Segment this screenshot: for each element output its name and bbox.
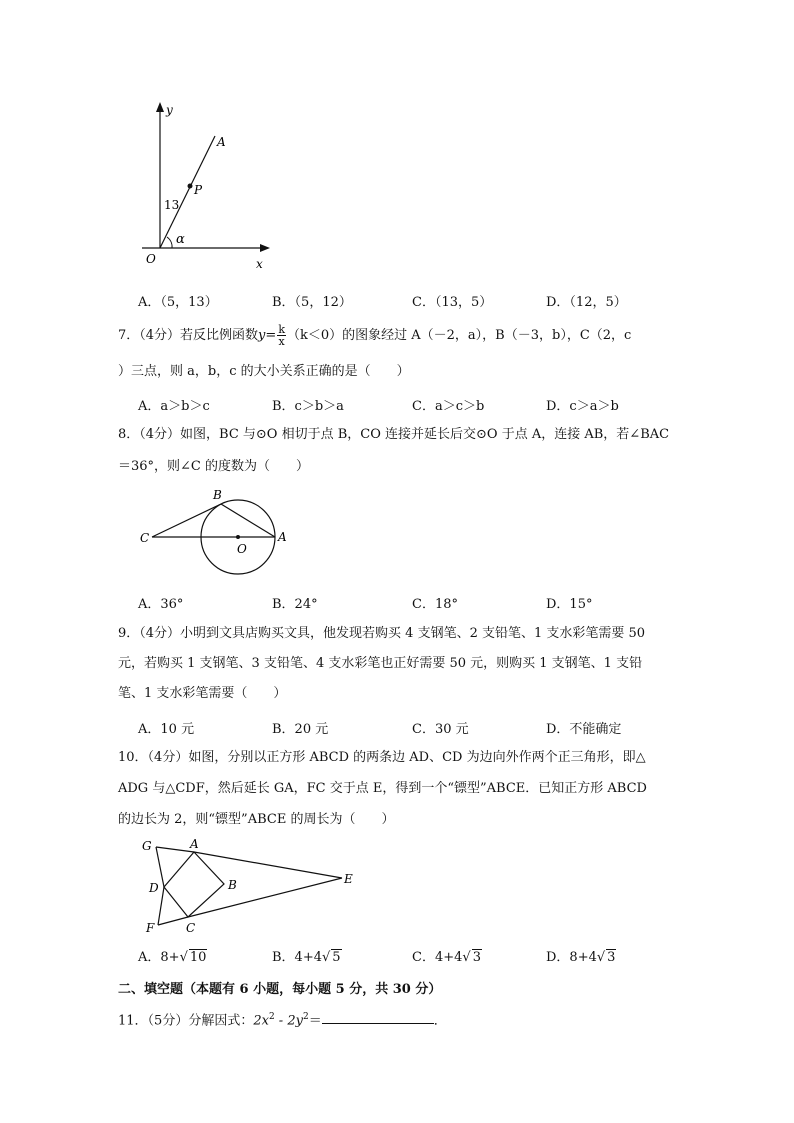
fig1-x-label: x bbox=[256, 257, 263, 271]
fig10-b-label: B bbox=[228, 878, 237, 892]
q11-expr-b: - 2y bbox=[274, 1013, 303, 1029]
q11-sup1: 2 bbox=[268, 1012, 275, 1022]
q8-stem-line2: ＝36°，则∠C 的度数为（ ） bbox=[118, 459, 310, 474]
q7-option-b[interactable]: B．c＞b＞a bbox=[272, 399, 344, 414]
fig10-g-label: G bbox=[142, 839, 152, 853]
fig8-c-label: C bbox=[140, 531, 150, 545]
fig10-a-label: A bbox=[190, 837, 199, 851]
q11-answer-blank[interactable] bbox=[322, 1011, 434, 1024]
fig1-y-label: y bbox=[166, 103, 173, 117]
fig1-o-label: O bbox=[146, 252, 156, 266]
figure-dart-shape bbox=[136, 836, 366, 936]
fig8-a-label: A bbox=[278, 530, 287, 544]
fig10-f-label: F bbox=[146, 921, 155, 935]
q10-option-a[interactable]: A．8+√ 10 bbox=[138, 950, 207, 965]
fig1-a-label: A bbox=[217, 135, 226, 149]
figure-coordinate-angle bbox=[136, 100, 286, 272]
q6-option-b[interactable]: B．（5，12） bbox=[272, 295, 352, 310]
q7-condition: （k＜0）的图象经过 A（－2，a），B（－3，b），C（2，c bbox=[286, 328, 632, 343]
q11-stem bbox=[118, 1008, 447, 1030]
q9-option-a[interactable]: A．10 元 bbox=[138, 722, 195, 737]
q10-option-d-label: D．8+4 bbox=[546, 950, 597, 965]
q9-option-b[interactable]: B．20 元 bbox=[272, 722, 329, 737]
fig8-b-label: B bbox=[213, 488, 222, 502]
q8-option-a[interactable]: A．36° bbox=[138, 597, 184, 612]
q11-eq: ＝ bbox=[308, 1013, 322, 1029]
q6-option-c[interactable]: C．（13，5） bbox=[412, 295, 493, 310]
q10-option-a-label: A．8+ bbox=[138, 950, 180, 965]
q10-option-c-radicand: 3 bbox=[472, 950, 481, 965]
q9-stem-line2: 元，若购买 1 支钢笔、3 支铅笔、4 支水彩笔也正好需要 50 元，则购买 1 支钢笔、1 支铅 bbox=[118, 656, 643, 671]
q7-frac-den: x bbox=[278, 335, 285, 348]
section-2-title: 二、填空题（本题有 6 小题，每小题 5 分，共 30 分） bbox=[118, 982, 442, 997]
q9-stem-line3: 笔、1 支水彩笔需要（ ） bbox=[118, 686, 287, 701]
q7-fraction bbox=[277, 324, 286, 347]
fig10-e-label: E bbox=[344, 872, 353, 886]
figure-circle-tangent bbox=[136, 486, 296, 582]
q10-option-c[interactable]: C．4+4√ 3 bbox=[412, 950, 481, 965]
q9-stem-line1: 9．（4分）小明到文具店购买文具，他发现若购买 4 支钢笔、2 支铅笔、1 支水彩笔需要 50 bbox=[118, 626, 646, 641]
q7-prefix: 7．（4分）若反比例函数 bbox=[118, 328, 259, 343]
q10-stem-line3: 的边长为 2，则“镖型”ABCE 的周长为（ ） bbox=[118, 812, 395, 827]
q10-option-d-radicand: 3 bbox=[607, 950, 616, 965]
q10-option-b-radicand: 5 bbox=[332, 950, 341, 965]
q10-option-b[interactable]: B．4+4√ 5 bbox=[272, 950, 341, 965]
q7-option-c[interactable]: C．a＞c＞b bbox=[412, 399, 485, 414]
q7-eq: = bbox=[265, 328, 277, 343]
q11-end: ． bbox=[433, 1013, 447, 1029]
q7-stem-line1 bbox=[118, 324, 631, 347]
q8-option-c[interactable]: C．18° bbox=[412, 597, 458, 612]
q10-stem-line2: ADG 与△CDF，然后延长 GA，FC 交于点 E，得到一个“镖型”ABCE．已知正方形 ABCD bbox=[118, 781, 647, 796]
q11-prefix: 11．（5分）分解因式： bbox=[118, 1013, 254, 1029]
q10-stem-line1: 10．（4分）如图，分别以正方形 ABCD 的两条边 AD、CD 为边向外作两个正三角形，即△ bbox=[118, 750, 646, 765]
q10-option-c-label: C．4+4 bbox=[412, 950, 463, 965]
q6-option-d[interactable]: D．（12，5） bbox=[546, 295, 627, 310]
fig10-c-label: C bbox=[186, 921, 196, 935]
q11-expr-a: 2x bbox=[253, 1013, 269, 1029]
q9-option-d[interactable]: D．不能确定 bbox=[546, 722, 622, 737]
q9-option-c[interactable]: C．30 元 bbox=[412, 722, 469, 737]
fig1-alpha-label: α bbox=[176, 232, 185, 247]
q8-stem-line1: 8．（4分）如图，BC 与⊙O 相切于点 B，CO 连接并延长后交⊙O 于点 A，连接 AB，若∠BAC bbox=[118, 427, 670, 442]
q7-option-a[interactable]: A．a＞b＞c bbox=[138, 399, 210, 414]
q10-option-b-label: B．4+4 bbox=[272, 950, 322, 965]
q7-frac-num: k bbox=[278, 323, 285, 336]
fig1-p-label: P bbox=[194, 183, 203, 197]
q11-sup2: 2 bbox=[302, 1012, 309, 1022]
fig10-d-label: D bbox=[149, 881, 159, 895]
q10-option-a-radicand: 10 bbox=[189, 950, 207, 965]
q7-y: y bbox=[258, 328, 266, 343]
q8-option-b[interactable]: B．24° bbox=[272, 597, 318, 612]
fig8-o-label: O bbox=[237, 542, 247, 556]
q7-stem-line2: ）三点，则 a，b，c 的大小关系正确的是（ ） bbox=[118, 364, 410, 379]
q7-option-d[interactable]: D．c＞a＞b bbox=[546, 399, 619, 414]
q8-option-d[interactable]: D．15° bbox=[546, 597, 593, 612]
q10-option-d[interactable]: D．8+4√ 3 bbox=[546, 950, 616, 965]
q6-option-a[interactable]: A．（5，13） bbox=[138, 295, 218, 310]
fig1-length-label: 13 bbox=[164, 198, 180, 212]
